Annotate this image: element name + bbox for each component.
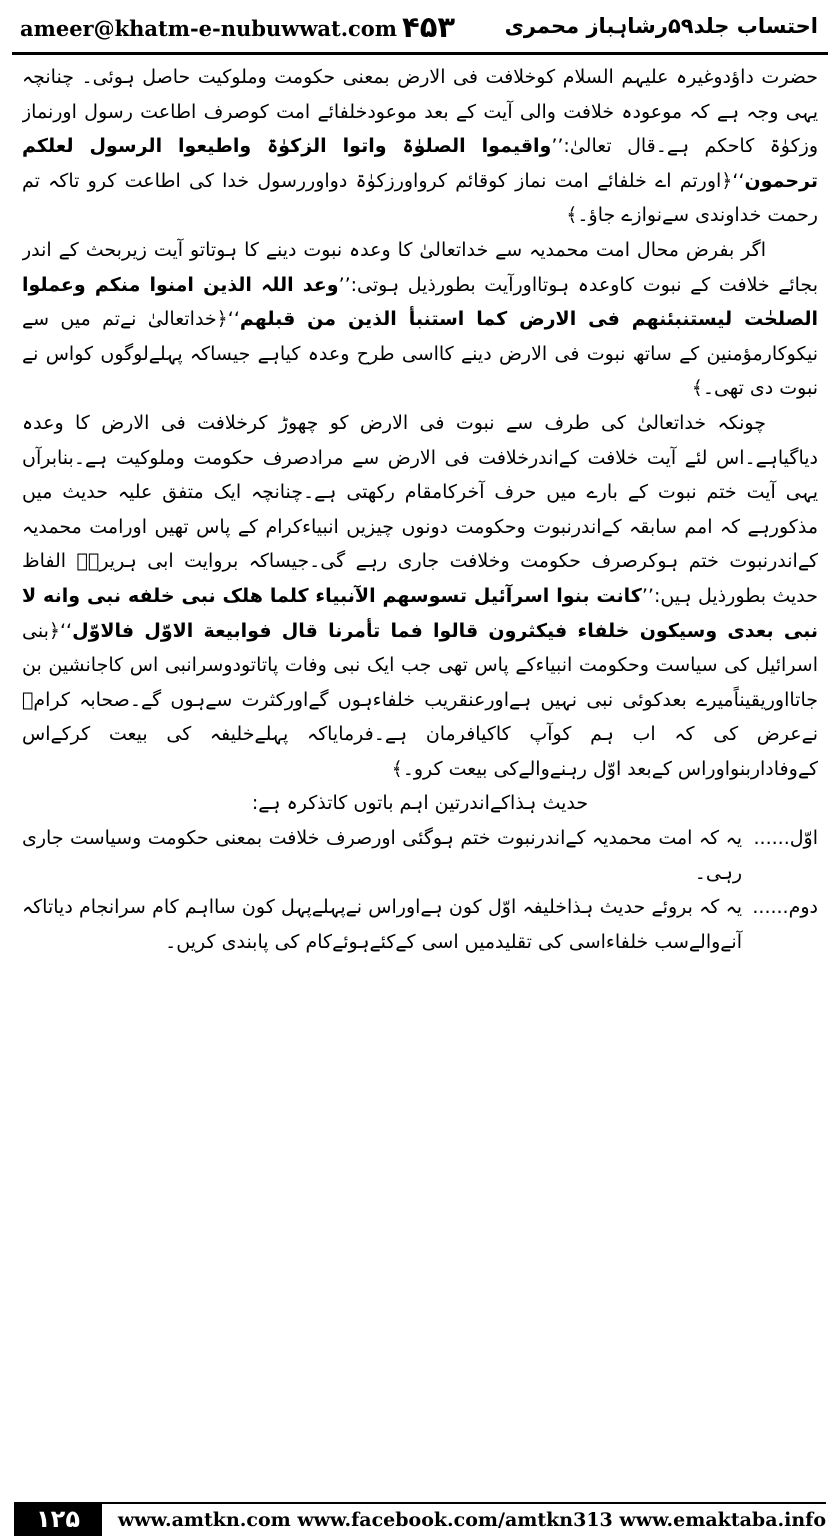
list-item-2-text: یہ کہ بروئے حدیث ہذاخلیفہ اوّل کون ہےاوراس نےپہلےپہل کون سااہم کام سرانجام دیاتاکہ آنےوالےسب خلفاءاسی کی تقلیدمیں اسی کےکئےہوئےکام کی پابندی کریں۔ xyxy=(22,896,742,953)
list-item-2 xyxy=(22,890,818,959)
list-item-1 xyxy=(22,821,818,890)
paragraph-2: اگر بفرض محال امت محمدیہ سے خداتعالیٰ کا وعدہ نبوت دینے کا ہوتاتو آیت زیربحث کے اندر بجائے خلافت کے نبوت کاوعدہ ہوتااورآیت بطورذیل ہوتی:’’وعد اللہ الذین امنوا منکم وعملوا الصلحٰت لیستنبئنھم فی الارض کما استنبأ الذین من قبلھم‘‘﴿خداتعالیٰ نےتم میں سے نیکوکارمؤمنین کے ساتھ نبوت فی الارض دینے کااسی طرح وعدہ کیاہے جیساکہ پہلےلوگوں کواس نے نبوت دی تھی۔﴾ xyxy=(22,238,818,400)
paragraph-1: حضرت داؤدوغیرہ علیہم السلام کوخلافت فی الارض بمعنی حکومت وملوکیت حاصل ہوئی۔ چنانچہ یہی وجہ ہے کہ موعودہ خلافت والی آیت کے بعد موعودخلفائے امت کوصرف اطاعت رسول اورنماز وزکوٰۃ کاحکم ہے۔قال تعالیٰ:’’واقیموا الصلوٰۃ واتوا الزکوٰۃ واطیعوا الرسول لعلکم ترحمون‘‘﴿اورتم اے خلفائے امت نماز کوقائم کرواورزکوٰۃ دواوررسول خدا کی اطاعت کرو تاکہ تم رحمت خداوندی سےنوازے جاؤ۔﴾ xyxy=(22,66,818,227)
list-item-1-text: یہ کہ امت محمدیہ کےاندرنبوت ختم ہوگئی اورصرف خلافت بمعنی حکومت وسیاست جاری رہی۔ xyxy=(22,827,742,884)
page-footer xyxy=(0,1492,840,1540)
header-rule xyxy=(12,52,828,55)
header-email: ameer@khatm-e-nubuwwat.com xyxy=(20,16,398,41)
paragraph-3: چونکہ خداتعالیٰ کی طرف سے نبوت فی الارض کو چھوڑ کرخلافت فی الارض کا وعدہ دیاگیاہے۔اس لئے آیت خلافت کےاندرخلافت فی الارض سے مرادصرف حکومت وملوکیت ہے۔بنابرآں یہی آیت ختم نبوت کے بارے میں حرف آخرکامقام رکھتی ہے۔چنانچہ ایک متفق علیہ حدیث میں مذکورہے کہ امم سابقہ کےاندرنبوت وحکومت دونوں چیزیں انبیاءکرام کے پاس تھیں اورامت محمدیہ کےاندرنبوت ختم ہوکرصرف حکومت وخلافت جاری رہے گی۔جیساکہ بروایت ابی ہریرہؓ الفاظ حدیث بطورذیل ہیں:’’کانت بنوا اسرآئیل تسوسھم الآنبیاء کلما ھلک نبی خلفه نبی وانه لا نبی بعدی وسیکون خلفاء فیکثرون قالوا فما تأمرنا قال فوابیعة الاوّل فالاوّل‘‘﴿بنی اسرائیل کی سیاست وحکومت انبیاءکے پاس تھی جب ایک نبی وفات پاتاتودوسرانبی اس کاجانشین بن جاتااوریقیناًمیرے بعدکوئی نبی نہیں ہےاورعنقریب خلفاءہوں گےاورکثرت سےہوں گے۔صحابہ کرامؓ نےعرض کی کہ اب ہم کوآپ کاکیافرمان ہے۔فرمایاکہ پہلےخلیفہ کی بیعت کرکےاس کےوفاداربنواوراس کےبعد اوّل رہنےوالےکی بیعت کرو۔﴾ xyxy=(22,411,818,780)
footer-websites: www.amtkn.com www.facebook.com/amtkn313 www.emaktaba.info xyxy=(117,1509,826,1531)
list-item-2-label: دوم...... xyxy=(752,896,818,919)
header-page-number: ۴۵۳ xyxy=(402,10,456,44)
header-title: احتساب جلد۵۹رشاہباز محمری xyxy=(504,14,818,38)
arabic-verse-2: وعد اللہ الذین امنوا منکم وعملوا الصلحٰت لیستنبئنھم فی الارض کما استنبأ الذین من قبلھم xyxy=(22,273,818,331)
arabic-hadith: کانت بنوا اسرآئیل تسوسھم الآنبیاء کلما ھلک نبی خلفه نبی وانه لا نبی بعدی وسیکون خلفاء فیکثرون قالوا فما تأمرنا قال فوابیعة الاوّل فالاوّل xyxy=(22,584,818,642)
list-item-1-label: اوّل...... xyxy=(753,827,818,850)
paragraph-4: حدیث ہذاکےاندرتین اہم باتوں کاتذکرہ ہے: xyxy=(251,792,589,815)
page-header xyxy=(14,6,826,52)
page-body xyxy=(22,60,818,1455)
arabic-verse-1: واقیموا الصلوٰۃ واتوا الزکوٰۃ واطیعوا الرسول لعلکم ترحمون xyxy=(22,135,818,192)
footer-page-number: ۱۲۵ xyxy=(14,1502,102,1536)
